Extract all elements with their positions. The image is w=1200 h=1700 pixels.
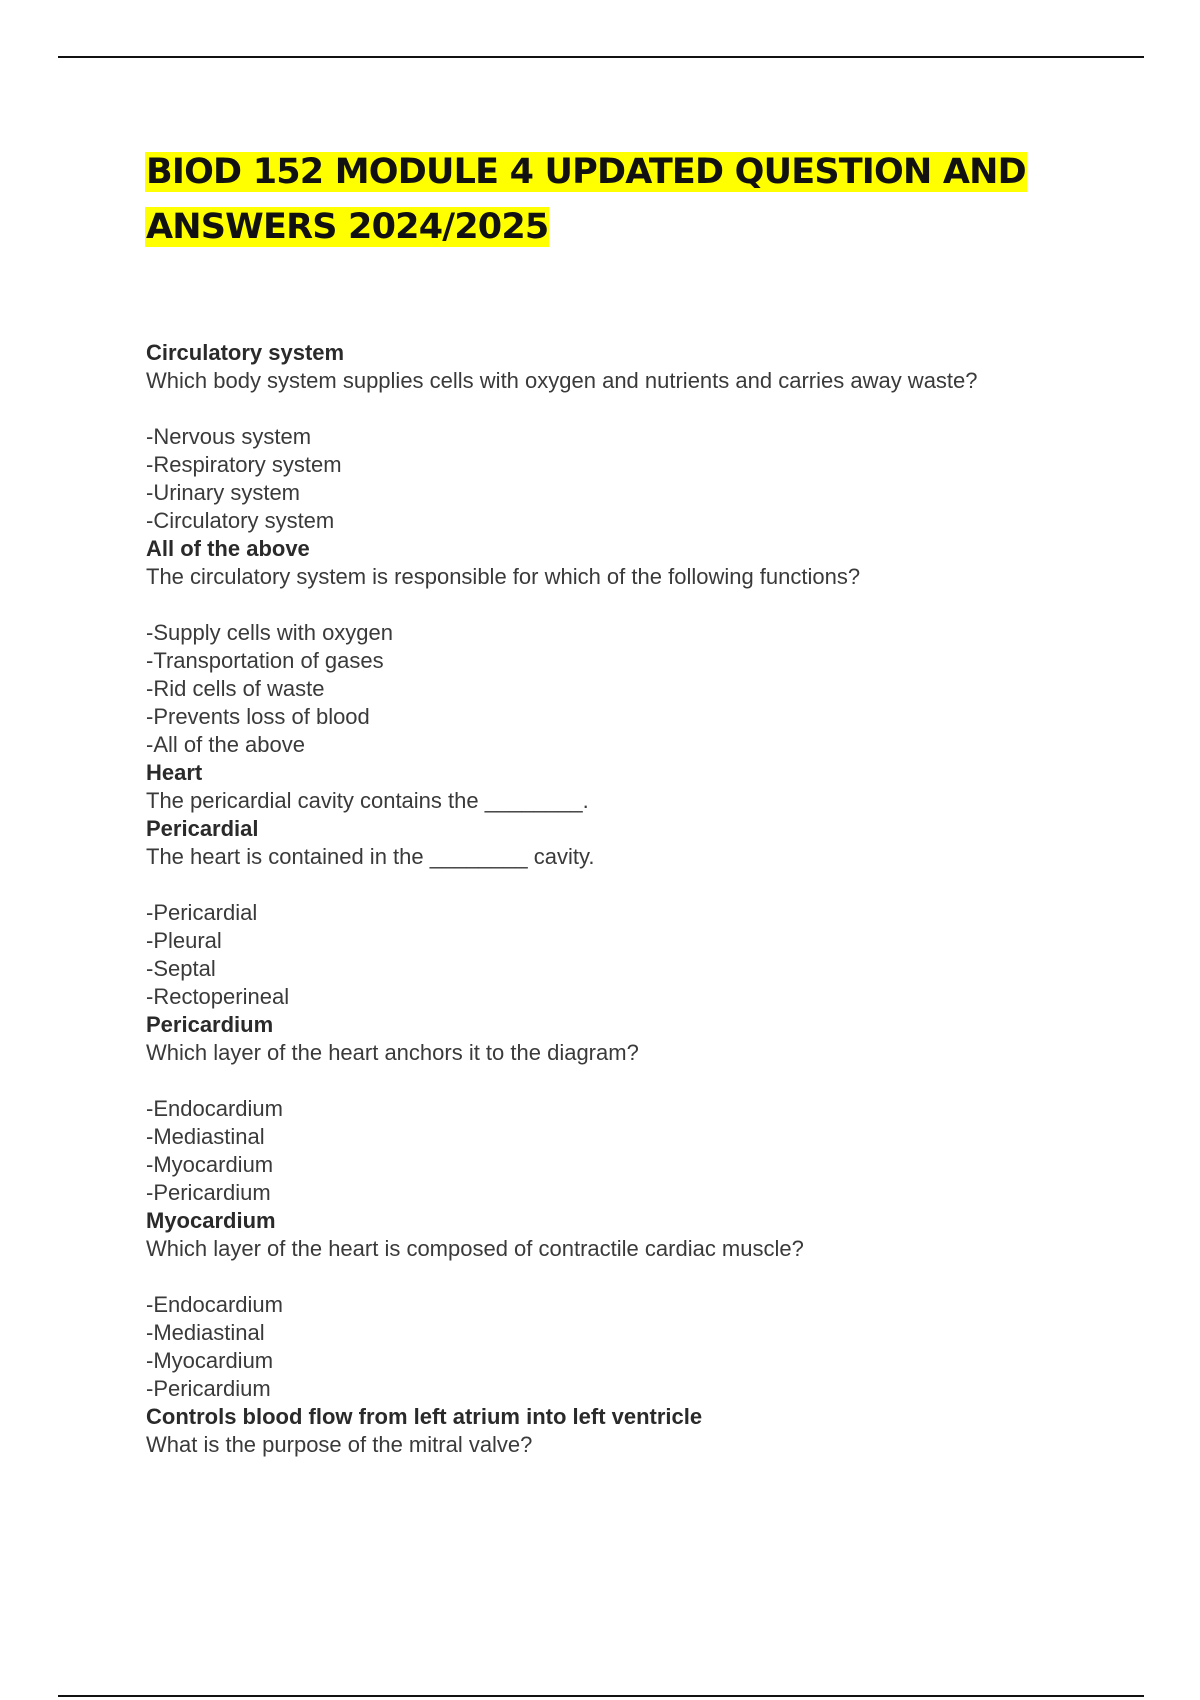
qa-option: -Endocardium — [146, 1292, 283, 1317]
spacer — [146, 1067, 1146, 1095]
qa-option: -Mediastinal — [146, 1124, 265, 1149]
qa-question: Which body system supplies cells with oxygen and nutrients and carries away waste? — [146, 368, 978, 393]
qa-option: -Mediastinal — [146, 1320, 265, 1345]
qa-answer: Myocardium — [146, 1208, 276, 1233]
bottom-rule — [58, 1695, 1144, 1697]
qa-option: -Supply cells with oxygen — [146, 620, 394, 645]
spacer — [146, 1263, 1146, 1291]
spacer — [146, 591, 1146, 619]
qa-option: -Respiratory system — [146, 452, 342, 477]
qa-option: -All of the above — [146, 732, 305, 757]
spacer — [146, 395, 1146, 423]
qa-question: The pericardial cavity contains the ________. — [146, 788, 589, 813]
qa-content — [146, 339, 1146, 1459]
qa-option: -Pericardium — [146, 1180, 271, 1205]
qa-option: -Circulatory system — [146, 508, 335, 533]
qa-answer: Circulatory system — [146, 340, 345, 365]
qa-option: -Urinary system — [146, 480, 301, 505]
qa-option: -Nervous system — [146, 424, 312, 449]
qa-answer: Heart — [146, 760, 203, 785]
title-line-2: ANSWERS 2024/2025 — [146, 207, 549, 247]
qa-question: Which layer of the heart is composed of contractile cardiac muscle? — [146, 1236, 804, 1261]
spacer — [146, 871, 1146, 899]
qa-answer: Pericardial — [146, 816, 259, 841]
qa-option: -Myocardium — [146, 1152, 274, 1177]
qa-option: -Pleural — [146, 928, 222, 953]
qa-option: -Transportation of gases — [146, 648, 384, 673]
qa-answer: All of the above — [146, 536, 310, 561]
title-line-1: BIOD 152 MODULE 4 UPDATED QUESTION AND — [146, 152, 1026, 192]
qa-option: -Prevents loss of blood — [146, 704, 370, 729]
qa-question: The circulatory system is responsible for which of the following functions? — [146, 564, 861, 589]
qa-question: Which layer of the heart anchors it to the diagram? — [146, 1040, 639, 1065]
qa-answer: Controls blood flow from left atrium into left ventricle — [146, 1404, 703, 1429]
qa-option: -Septal — [146, 956, 216, 981]
qa-option: -Pericardial — [146, 900, 258, 925]
qa-question: The heart is contained in the ________ cavity. — [146, 844, 595, 869]
qa-question: What is the purpose of the mitral valve? — [146, 1432, 533, 1457]
qa-option: -Pericardium — [146, 1376, 271, 1401]
qa-option: -Rectoperineal — [146, 984, 290, 1009]
top-rule — [58, 56, 1144, 58]
qa-answer: Pericardium — [146, 1012, 274, 1037]
document-title — [145, 145, 1045, 255]
qa-option: -Rid cells of waste — [146, 676, 325, 701]
qa-option: -Myocardium — [146, 1348, 274, 1373]
qa-option: -Endocardium — [146, 1096, 283, 1121]
